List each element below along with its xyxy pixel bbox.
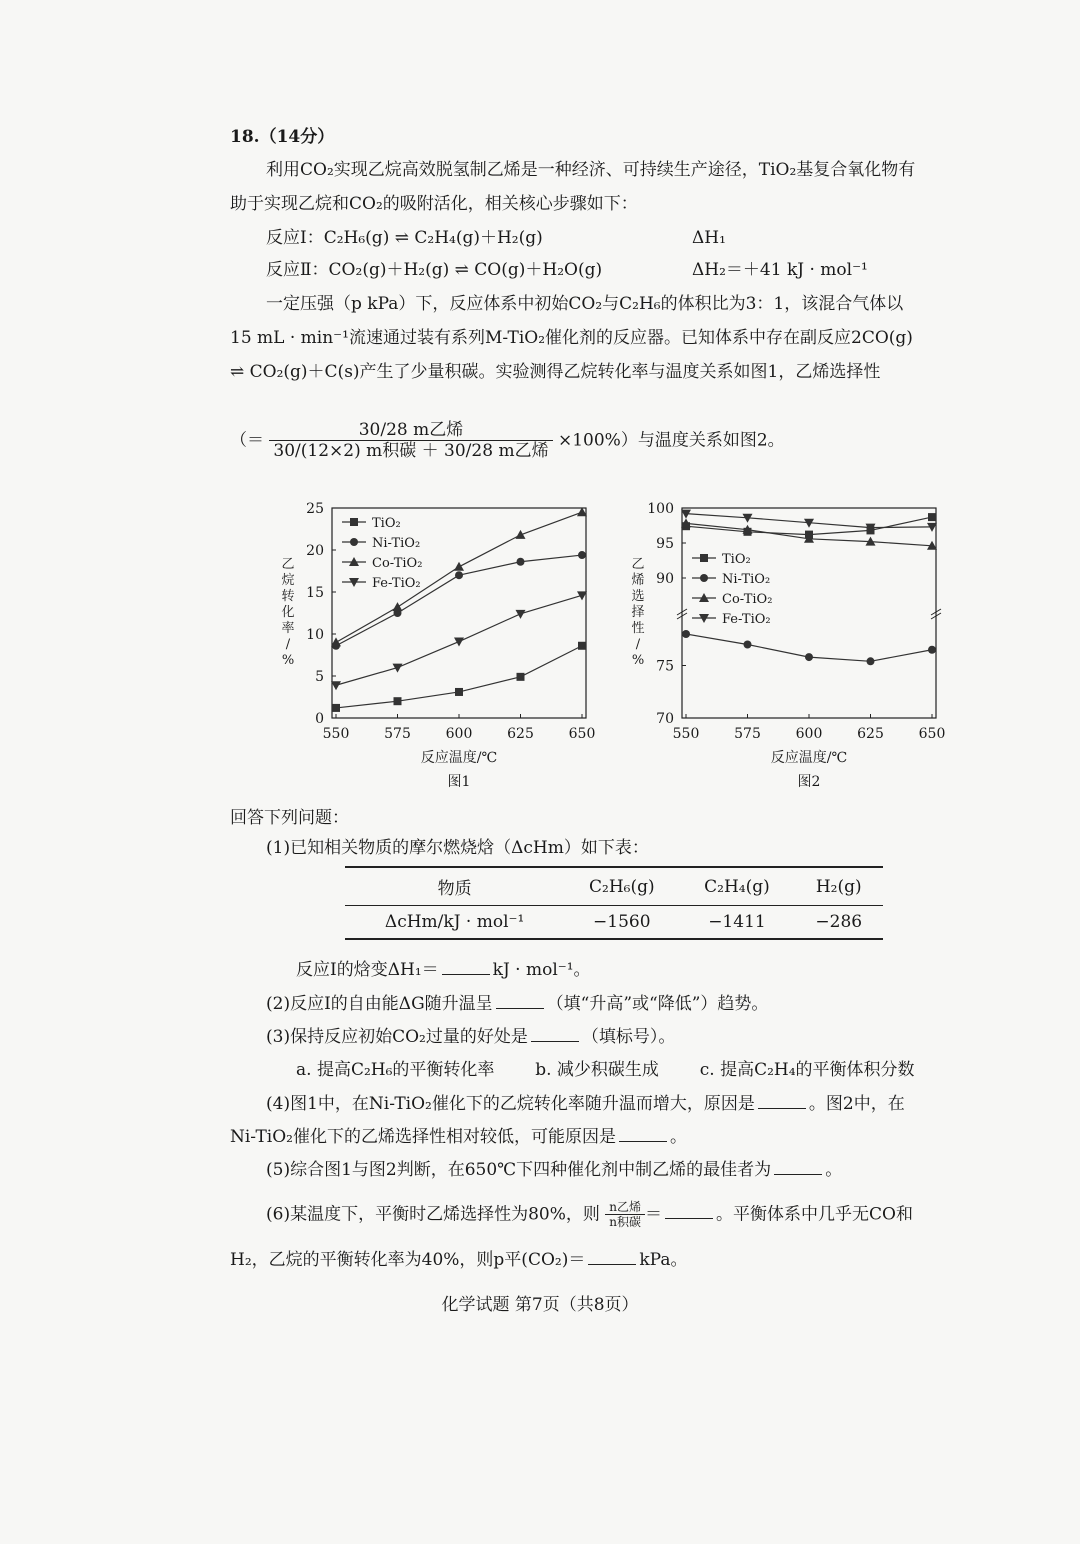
y-axis-label-char: 选 bbox=[631, 589, 645, 604]
table-header: C₂H₄(g) bbox=[704, 876, 770, 897]
legend-label: TiO₂ bbox=[372, 516, 401, 531]
y-axis-label-char: 率 bbox=[281, 621, 295, 636]
y-tick-label: 70 bbox=[656, 711, 674, 727]
legend-label: Fe-TiO₂ bbox=[372, 576, 421, 591]
data-point bbox=[516, 610, 526, 619]
selectivity-formula bbox=[230, 420, 785, 462]
intro-line-2: 助于实现乙烷和CO₂的吸附活化，相关核心步骤如下： bbox=[230, 194, 638, 214]
intro-line-1: 利用CO₂实现乙烷高效脱氢制乙烯是一种经济、可持续生产途径，TiO₂基复合氧化物有 bbox=[266, 160, 916, 180]
x-tick-label: 575 bbox=[734, 726, 761, 742]
x-tick-label: 600 bbox=[795, 726, 823, 742]
y-tick-label: 75 bbox=[656, 658, 674, 675]
data-point bbox=[454, 638, 464, 647]
x-tick-label: 625 bbox=[857, 726, 884, 742]
q4-text-b: 。图2中，在 bbox=[808, 1094, 905, 1114]
condition-line-3: ⇌ CO₂(g)＋C(s)产生了少量积碳。实验测得乙烷转化率与温度关系如图1，乙烯选择性 bbox=[230, 362, 881, 382]
option-b: b. 减少积碳生成 bbox=[535, 1060, 659, 1080]
q4-text-c: Ni-TiO₂催化下的乙烯选择性相对较低，可能原因是 bbox=[230, 1127, 616, 1147]
q6-text-e: kPa。 bbox=[639, 1250, 688, 1270]
answer-blank[interactable] bbox=[442, 960, 490, 975]
x-axis-label: 反应温度/℃ bbox=[420, 750, 498, 766]
x-tick-label: 575 bbox=[384, 726, 411, 742]
y-tick-label: 100 bbox=[647, 501, 674, 517]
x-tick-label: 650 bbox=[568, 726, 596, 742]
condition-line-2: 15 mL · min⁻¹流速通过装有系列M-TiO₂催化剂的反应器。已知体系中存在副反应2CO(g) bbox=[230, 328, 913, 348]
answer-blank[interactable] bbox=[774, 1160, 822, 1175]
y-tick-label: 5 bbox=[315, 669, 324, 685]
reaction-2: 反应Ⅱ：CO₂(g)＋H₂(g) ⇌ CO(g)＋H₂O(g) bbox=[266, 260, 603, 280]
table-row-label: ΔcHm/kJ · mol⁻¹ bbox=[384, 912, 525, 932]
answer-blank[interactable] bbox=[588, 1250, 636, 1265]
question-6-line-1 bbox=[266, 1200, 913, 1230]
x-tick-label: 550 bbox=[672, 726, 700, 742]
y-tick-label: 10 bbox=[306, 627, 324, 643]
legend-label: Ni-TiO₂ bbox=[372, 536, 421, 551]
data-point bbox=[744, 641, 752, 649]
data-point bbox=[578, 551, 586, 559]
y-axis-label-char: 化 bbox=[281, 605, 295, 620]
answer-blank[interactable] bbox=[665, 1204, 713, 1219]
option-a: a. 提高C₂H₆的平衡转化率 bbox=[296, 1060, 495, 1080]
y-axis-label-char: / bbox=[635, 637, 641, 652]
data-point bbox=[928, 513, 936, 521]
y-axis-label-char: 烯 bbox=[631, 573, 645, 588]
data-point bbox=[454, 562, 464, 571]
reaction-1: 反应Ⅰ：C₂H₆(g) ⇌ C₂H₄(g)＋H₂(g) bbox=[266, 228, 543, 248]
y-tick-label: 90 bbox=[656, 571, 674, 587]
q6-fraction bbox=[605, 1200, 645, 1230]
q2-text: (2)反应Ⅰ的自由能ΔG随升温呈 bbox=[266, 994, 493, 1014]
y-axis-label-char: 烷 bbox=[281, 573, 295, 588]
y-axis-label-char: % bbox=[631, 653, 645, 668]
y-tick-label: 15 bbox=[306, 585, 324, 601]
legend-marker bbox=[700, 574, 708, 582]
data-point bbox=[393, 602, 403, 611]
question-4-line-1 bbox=[266, 1094, 905, 1114]
data-point bbox=[928, 646, 936, 654]
series-line bbox=[336, 646, 582, 708]
figure-caption: 图2 bbox=[797, 774, 821, 790]
y-axis-label-char: 转 bbox=[281, 589, 295, 604]
combustion-enthalpy-table bbox=[345, 866, 883, 940]
table-cell: −1411 bbox=[708, 912, 766, 932]
data-point bbox=[516, 530, 526, 539]
q6-text-a: (6)某温度下，平衡时乙烯选择性为80%，则 bbox=[266, 1204, 600, 1225]
formula-suffix: ×100%）与温度关系如图2。 bbox=[557, 430, 785, 451]
formula-denominator: 30/(12×2) m积碳 ＋ 30/28 m乙烯 bbox=[273, 441, 549, 462]
question-3 bbox=[266, 1027, 675, 1047]
data-point bbox=[455, 571, 463, 579]
data-point bbox=[578, 642, 586, 650]
question-4-line-2 bbox=[230, 1127, 687, 1147]
figure-1-chart bbox=[270, 498, 610, 798]
page-footer: 化学试题 第7页（共8页） bbox=[441, 1295, 639, 1315]
question-1-ask bbox=[296, 960, 591, 980]
figure-caption: 图1 bbox=[447, 774, 471, 790]
data-point bbox=[394, 697, 402, 705]
y-tick-label: 25 bbox=[306, 501, 324, 517]
q1-ask-text: 反应Ⅰ的焓变ΔH₁＝ bbox=[296, 960, 439, 980]
formula-fraction bbox=[269, 420, 552, 462]
question-header: 18.（14分） bbox=[230, 127, 335, 147]
y-tick-label: 95 bbox=[656, 536, 674, 552]
legend-label: Co-TiO₂ bbox=[372, 556, 423, 571]
y-axis-label-char: % bbox=[281, 653, 295, 668]
x-tick-label: 650 bbox=[918, 726, 946, 742]
q3-hint: （填标号）。 bbox=[581, 1027, 676, 1047]
q6-fraction-num: n乙烯 bbox=[605, 1200, 645, 1215]
y-axis-label-char: 乙 bbox=[281, 557, 295, 572]
table-cell: −286 bbox=[815, 912, 863, 932]
table-header: C₂H₆(g) bbox=[589, 876, 655, 897]
q3-text: (3)保持反应初始CO₂过量的好处是 bbox=[266, 1027, 528, 1047]
q6-fraction-den: n积碳 bbox=[609, 1215, 642, 1230]
y-axis-label-char: 乙 bbox=[631, 557, 645, 572]
condition-line-1: 一定压强（p kPa）下，反应体系中初始CO₂与C₂H₆的体积比为3：1，该混合气体以 bbox=[266, 294, 904, 314]
answer-blank[interactable] bbox=[619, 1127, 667, 1142]
option-c: c. 提高C₂H₄的平衡体积分数 bbox=[699, 1060, 915, 1080]
answer-blank[interactable] bbox=[496, 994, 544, 1009]
question-2 bbox=[266, 994, 768, 1014]
table-header: H₂(g) bbox=[815, 876, 862, 897]
table-header-row bbox=[345, 867, 883, 906]
x-tick-label: 625 bbox=[507, 726, 534, 742]
q5-text: (5)综合图1与图2判断，在650℃下四种催化剂中制乙烯的最佳者为 bbox=[266, 1160, 772, 1180]
x-tick-label: 550 bbox=[322, 726, 350, 742]
table-header: 物质 bbox=[437, 879, 472, 899]
legend-label: TiO₂ bbox=[722, 552, 751, 567]
legend-marker bbox=[350, 518, 358, 526]
formula-numerator: 30/28 m乙烯 bbox=[269, 420, 552, 441]
question-3-options bbox=[296, 1060, 915, 1080]
data-point bbox=[455, 688, 463, 696]
question-6-line-2 bbox=[230, 1250, 687, 1270]
question-5 bbox=[266, 1160, 842, 1180]
data-point bbox=[682, 630, 690, 638]
answer-blank[interactable] bbox=[758, 1094, 806, 1109]
q5-end: 。 bbox=[825, 1160, 843, 1180]
legend-label: Ni-TiO₂ bbox=[722, 572, 771, 587]
reaction-1-dh: ΔH₁ bbox=[692, 228, 726, 248]
y-tick-label: 20 bbox=[306, 543, 324, 559]
y-axis-label-char: / bbox=[285, 637, 291, 652]
table-row bbox=[345, 906, 883, 940]
data-point bbox=[517, 558, 525, 566]
data-point bbox=[805, 653, 813, 661]
legend-label: Fe-TiO₂ bbox=[722, 612, 771, 627]
answer-intro: 回答下列问题： bbox=[230, 808, 349, 828]
plot-frame bbox=[332, 508, 586, 718]
q6-text-d: H₂，乙烷的平衡转化率为40%，则p平(CO₂)＝ bbox=[230, 1250, 586, 1270]
q6-text-c: 。平衡体系中几乎无CO和 bbox=[716, 1204, 913, 1225]
figure-2-chart bbox=[620, 498, 960, 798]
y-tick-label: 0 bbox=[315, 711, 324, 727]
q6-equals: ＝ bbox=[645, 1204, 663, 1225]
q2-hint: （填“升高”或“降低”）趋势。 bbox=[546, 994, 769, 1014]
data-point bbox=[867, 657, 875, 665]
y-axis-label-char: 性 bbox=[631, 621, 645, 636]
y-axis-label-char: 择 bbox=[631, 605, 645, 620]
data-point bbox=[332, 704, 340, 712]
reaction-2-dh: ΔH₂＝＋41 kJ · mol⁻¹ bbox=[692, 260, 868, 280]
formula-prefix: （＝ bbox=[230, 430, 264, 451]
legend-marker bbox=[350, 538, 358, 546]
question-1: (1)已知相关物质的摩尔燃烧焓（ΔcHm）如下表： bbox=[266, 838, 649, 858]
x-tick-label: 600 bbox=[445, 726, 473, 742]
legend-marker bbox=[700, 554, 708, 562]
legend-label: Co-TiO₂ bbox=[722, 592, 773, 607]
q4-text-a: (4)图1中，在Ni-TiO₂催化下的乙烷转化率随升温而增大，原因是 bbox=[266, 1094, 755, 1114]
answer-blank[interactable] bbox=[531, 1027, 579, 1042]
q4-text-d: 。 bbox=[669, 1127, 687, 1147]
data-point bbox=[517, 673, 525, 681]
q1-ask-unit: kJ · mol⁻¹。 bbox=[492, 960, 591, 980]
table-cell: −1560 bbox=[593, 912, 651, 932]
x-axis-label: 反应温度/℃ bbox=[770, 750, 848, 766]
